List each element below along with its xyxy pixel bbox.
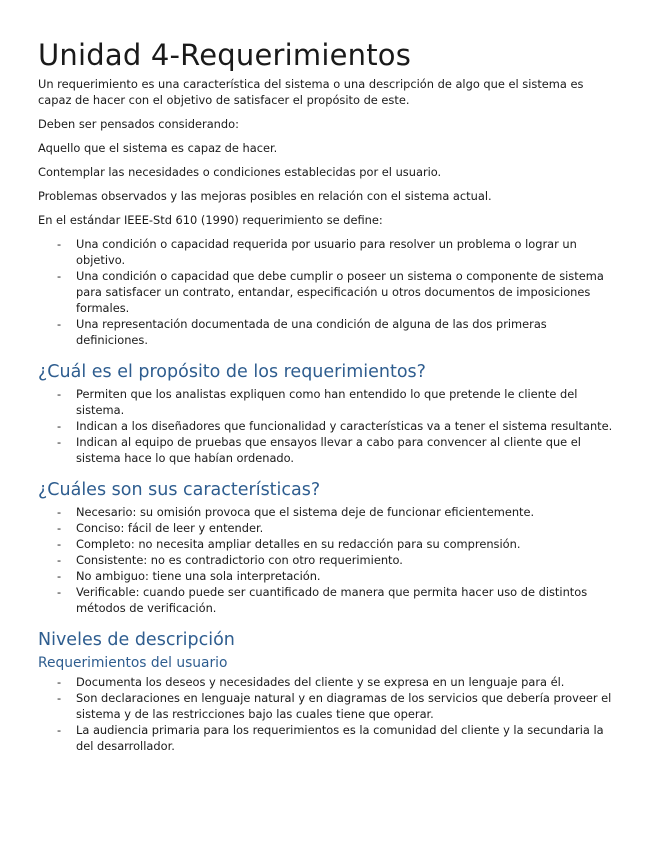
- intro-paragraph-problems: Problemas observados y las mejoras posibles en relación con el sistema actual.: [38, 189, 492, 203]
- list-item: - Permiten que los analistas expliquen como han entendido lo que pretende le cliente del sistema.: [57, 387, 578, 417]
- dash-bullet-icon: -: [57, 723, 62, 737]
- dash-bullet-icon: -: [57, 585, 62, 599]
- purpose-heading: ¿Cuál es el propósito de los requerimientos?: [38, 362, 426, 382]
- dash-bullet-icon: -: [57, 537, 62, 551]
- characteristics-heading: ¿Cuáles son sus características?: [38, 480, 321, 500]
- user-requirements-list: [38, 674, 620, 754]
- list-item: - Una condición o capacidad requerida por usuario para resolver un problema o lograr un objetivo.: [57, 237, 577, 267]
- dash-bullet-icon: -: [57, 237, 62, 251]
- intro-paragraph-capability: Aquello que el sistema es capaz de hacer.: [38, 141, 278, 155]
- list-item: - No ambiguo: tiene una sola interpretación.: [57, 569, 321, 583]
- list-item: - Necesario: su omisión provoca que el sistema deje de funcionar eficientemente.: [57, 505, 535, 519]
- list-item: - Conciso: fácil de leer y entender.: [57, 521, 264, 535]
- dash-bullet-icon: -: [57, 419, 62, 433]
- dash-bullet-icon: -: [57, 505, 62, 519]
- purpose-list: [38, 386, 620, 466]
- dash-bullet-icon: -: [57, 691, 62, 705]
- dash-bullet-icon: -: [57, 435, 62, 449]
- page-title: Unidad 4-Requerimientos: [38, 38, 412, 72]
- dash-bullet-icon: -: [57, 521, 62, 535]
- dash-bullet-icon: -: [57, 569, 62, 583]
- list-item: - Son declaraciones en lenguaje natural y en diagramas de los servicios que debería proveer el sistema y de las restricciones bajo las cuales tiene que operar.: [57, 691, 612, 721]
- intro-paragraph-needs: Contemplar las necesidades o condiciones establecidas por el usuario.: [38, 165, 442, 179]
- list-item: - Indican a los diseñadores que funcionalidad y características va a tener el sistema resultante.: [57, 419, 613, 433]
- dash-bullet-icon: -: [57, 387, 62, 401]
- list-item: - Consistente: no es contradictorio con otro requerimiento.: [57, 553, 403, 567]
- list-item: - Una representación documentada de una condición de alguna de las dos primeras definiciones.: [57, 317, 547, 347]
- intro-paragraph-considering: Deben ser pensados considerando:: [38, 117, 239, 131]
- dash-bullet-icon: -: [57, 269, 62, 283]
- ieee-definition-list: [38, 236, 620, 348]
- dash-bullet-icon: -: [57, 553, 62, 567]
- list-item: - Documenta los deseos y necesidades del cliente y se expresa en un lenguaje para él.: [57, 675, 565, 689]
- document-page: [38, 36, 620, 760]
- intro-paragraph-ieee: En el estándar IEEE-Std 610 (1990) requerimiento se define:: [38, 213, 383, 227]
- dash-bullet-icon: -: [57, 317, 62, 331]
- dash-bullet-icon: -: [57, 675, 62, 689]
- list-item: - Verificable: cuando puede ser cuantificado de manera que permita hacer uso de distintos métodos de verificación.: [57, 585, 588, 615]
- list-item: - Completo: no necesita ampliar detalles en su redacción para su comprensión.: [57, 537, 521, 551]
- user-requirements-subheading: Requerimientos del usuario: [38, 655, 228, 671]
- intro-paragraph-definition: Un requerimiento es una característica del sistema o una descripción de algo que el sistema es capaz de hacer con el objetivo de satisfacer el propósito de este.: [38, 77, 584, 107]
- list-item: - La audiencia primaria para los requerimientos es la comunidad del cliente y la secundaria la del desarrollador.: [57, 723, 604, 753]
- levels-heading: Niveles de descripción: [38, 630, 235, 650]
- characteristics-list: [38, 504, 620, 616]
- list-item: - Indican al equipo de pruebas que ensayos llevar a cabo para convencer al cliente que el sistema hace lo que habían ordenado.: [57, 435, 581, 465]
- list-item: - Una condición o capacidad que debe cumplir o poseer un sistema o componente de sistema para satisfacer un contrato, entandar, especificación u otros documentos de imposiciones formales.: [57, 269, 604, 315]
